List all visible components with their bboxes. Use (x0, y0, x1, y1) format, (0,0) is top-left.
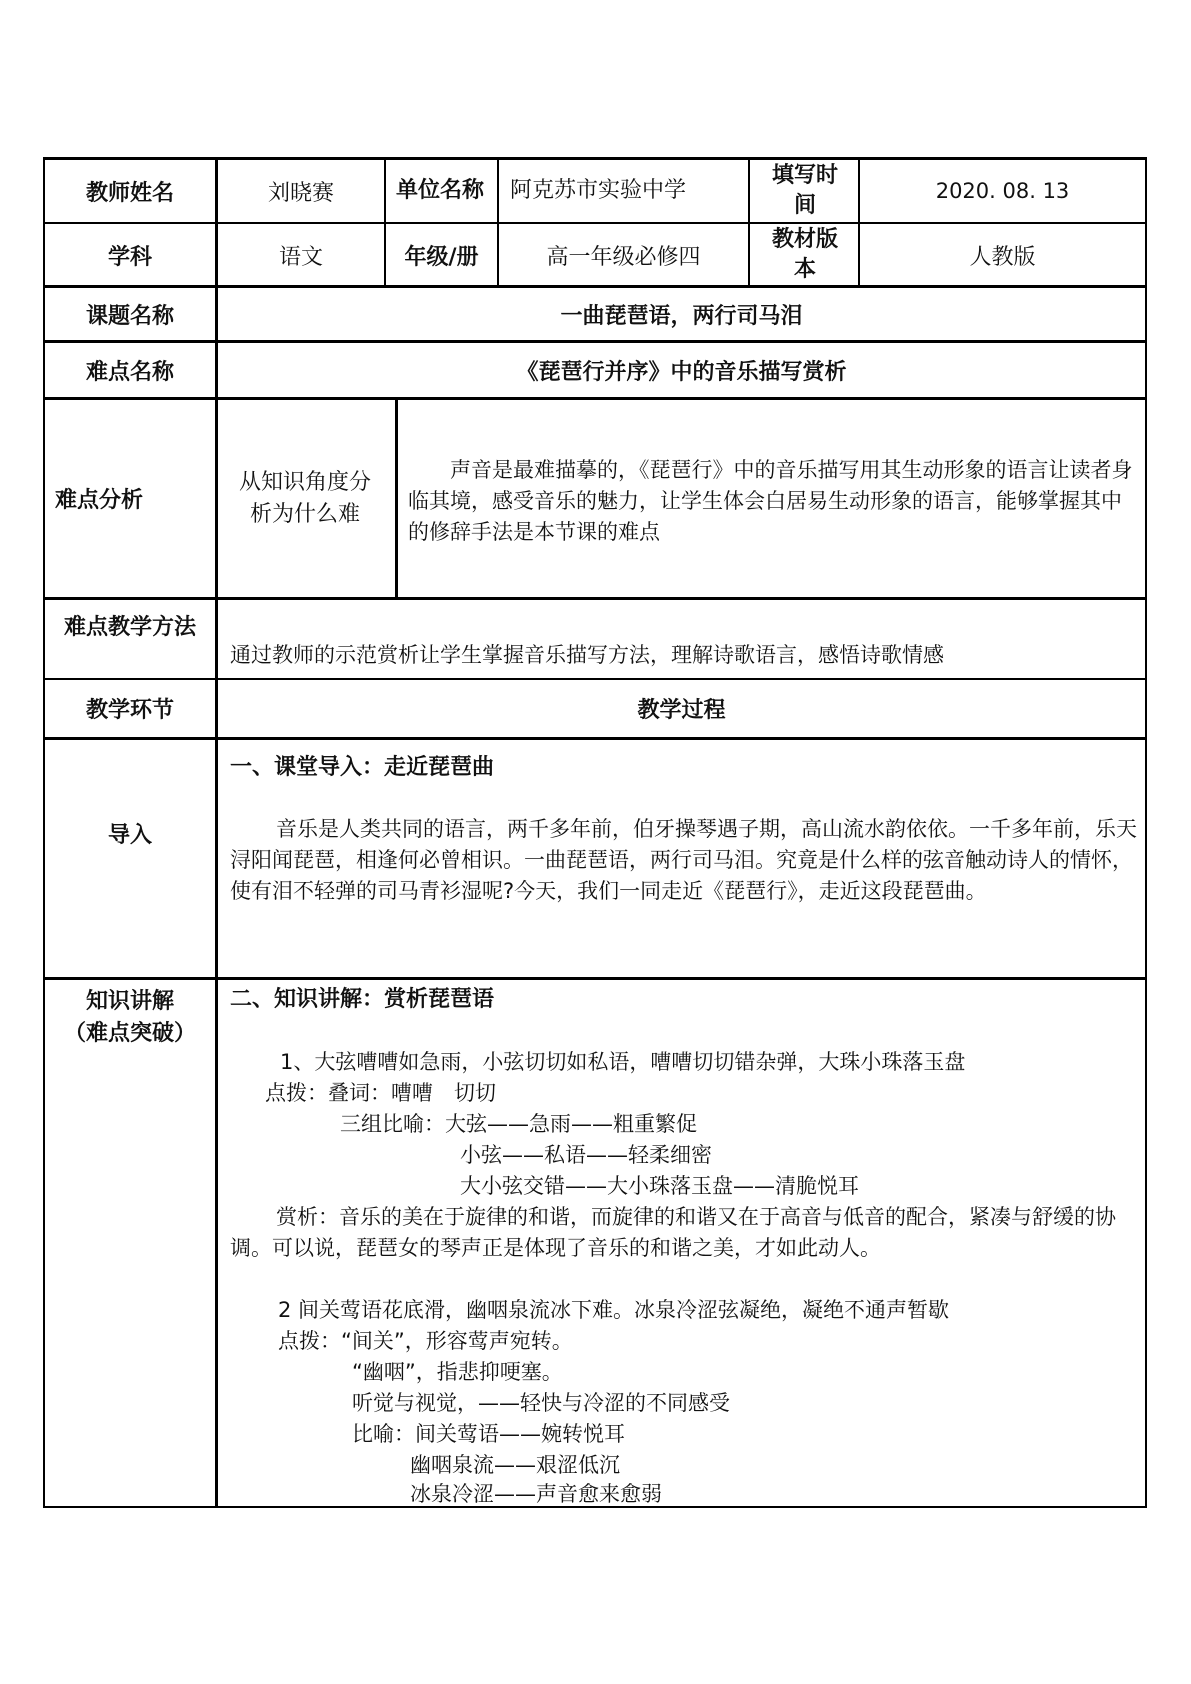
table-col-divider (748, 157, 750, 287)
method-label: 难点教学方法 (63, 614, 196, 640)
grade-value: 高一年级必修四 (546, 244, 701, 270)
knowledge-line: 比喻：间关莺语——婉转悦耳 (352, 1422, 625, 1446)
knowledge-line: 小弦——私语——轻柔细密 (460, 1143, 712, 1167)
intro-heading: 一、课堂导入：走近琵琶曲 (230, 755, 495, 780)
knowledge-line: 点拨：叠词：嘈嘈 切切 (265, 1081, 496, 1105)
knowledge-line: 听觉与视觉，——轻快与冷涩的不同感受 (352, 1391, 730, 1415)
fill-date-value: 2020. 08. 13 (935, 179, 1070, 203)
table-col-divider (395, 399, 398, 599)
knowledge-label-line1: 知识讲解 (85, 989, 174, 1014)
textbook-label: 教材版本 (771, 227, 838, 282)
analysis-label: 难点分析 (55, 488, 144, 513)
process-step-label: 教学环节 (85, 698, 174, 723)
teacher-name-label: 教师姓名 (85, 180, 174, 206)
textbook-value: 人教版 (969, 244, 1036, 270)
topic-label: 课题名称 (85, 303, 174, 329)
unit-name-label: 单位名称 (395, 178, 484, 203)
difficulty-label: 难点名称 (85, 359, 174, 385)
fill-date-label: 填写时间 (771, 163, 838, 218)
grade-label: 年级/册 (404, 244, 479, 270)
intro-text: 音乐是人类共同的语言，两千多年前，伯牙操琴遇子期，高山流水韵依依。一千多年前，乐天浔阳闻琵琶，相逢何必曾相识。一曲琵琶语，两行司马泪。究竟是什么样的弦音触动诗人的情怀，使有泪不轻弹的司马青衫湿呢?今天，我们一同走近《琵琶行》，走近这段琵琶曲。 (230, 817, 1137, 903)
knowledge-heading: 二、知识讲解：赏析琵琶语 (230, 987, 495, 1012)
analysis-sub-label: 从知识角度分析为什么难 (238, 469, 371, 527)
knowledge-line: 三组比喻：大弦——急雨——粗重繁促 (340, 1112, 697, 1136)
table-border-right (1145, 157, 1147, 1508)
knowledge-line: “幽咽”，指悲抑哽塞。 (352, 1360, 563, 1384)
knowledge-line: 2 间关莺语花底滑，幽咽泉流冰下难。冰泉冷涩弦凝绝，凝绝不通声暂歇 (278, 1298, 950, 1322)
topic-value: 一曲琵琶语，两行司马泪 (560, 303, 803, 329)
process-label: 教学过程 (637, 698, 726, 723)
intro-label: 导入 (107, 823, 152, 848)
knowledge-line: 冰泉冷涩——声音愈来愈弱 (410, 1482, 662, 1506)
knowledge-line: 点拨：“间关”，形容莺声宛转。 (278, 1329, 573, 1353)
knowledge-line: 赏析：音乐的美在于旋律的和谐，而旋律的和谐又在于高音与低音的配合，紧凑与舒缓的协调。可以说，琵琶女的琴声正是体现了音乐的和谐之美，才如此动人。 (230, 1205, 1116, 1260)
knowledge-line: 大小弦交错——大小珠落玉盘——清脆悦耳 (460, 1174, 859, 1198)
table-rule (43, 977, 1147, 980)
teacher-name-value: 刘晓赛 (267, 180, 334, 206)
subject-value: 语文 (278, 244, 323, 270)
method-text: 通过教师的示范赏析让学生掌握音乐描写方法，理解诗歌语言，感悟诗歌情感 (230, 643, 944, 667)
subject-label: 学科 (107, 244, 152, 270)
knowledge-label-line2: （难点突破） (63, 1021, 196, 1046)
knowledge-line: 1、大弦嘈嘈如急雨，小弦切切如私语，嘈嘈切切错杂弹，大珠小珠落玉盘 (280, 1050, 966, 1074)
unit-name-value: 阿克苏市实验中学 (510, 178, 687, 203)
difficulty-value: 《琵琶行并序》中的音乐描写赏析 (516, 359, 847, 385)
knowledge-line: 幽咽泉流——艰涩低沉 (410, 1453, 620, 1477)
analysis-text: 声音是最难描摹的，《琵琶行》中的音乐描写用其生动形象的语言让读者身临其境，感受音乐的魅力，让学生体会白居易生动形象的语言，能够掌握其中的修辞手法是本节课的难点 (408, 458, 1133, 544)
